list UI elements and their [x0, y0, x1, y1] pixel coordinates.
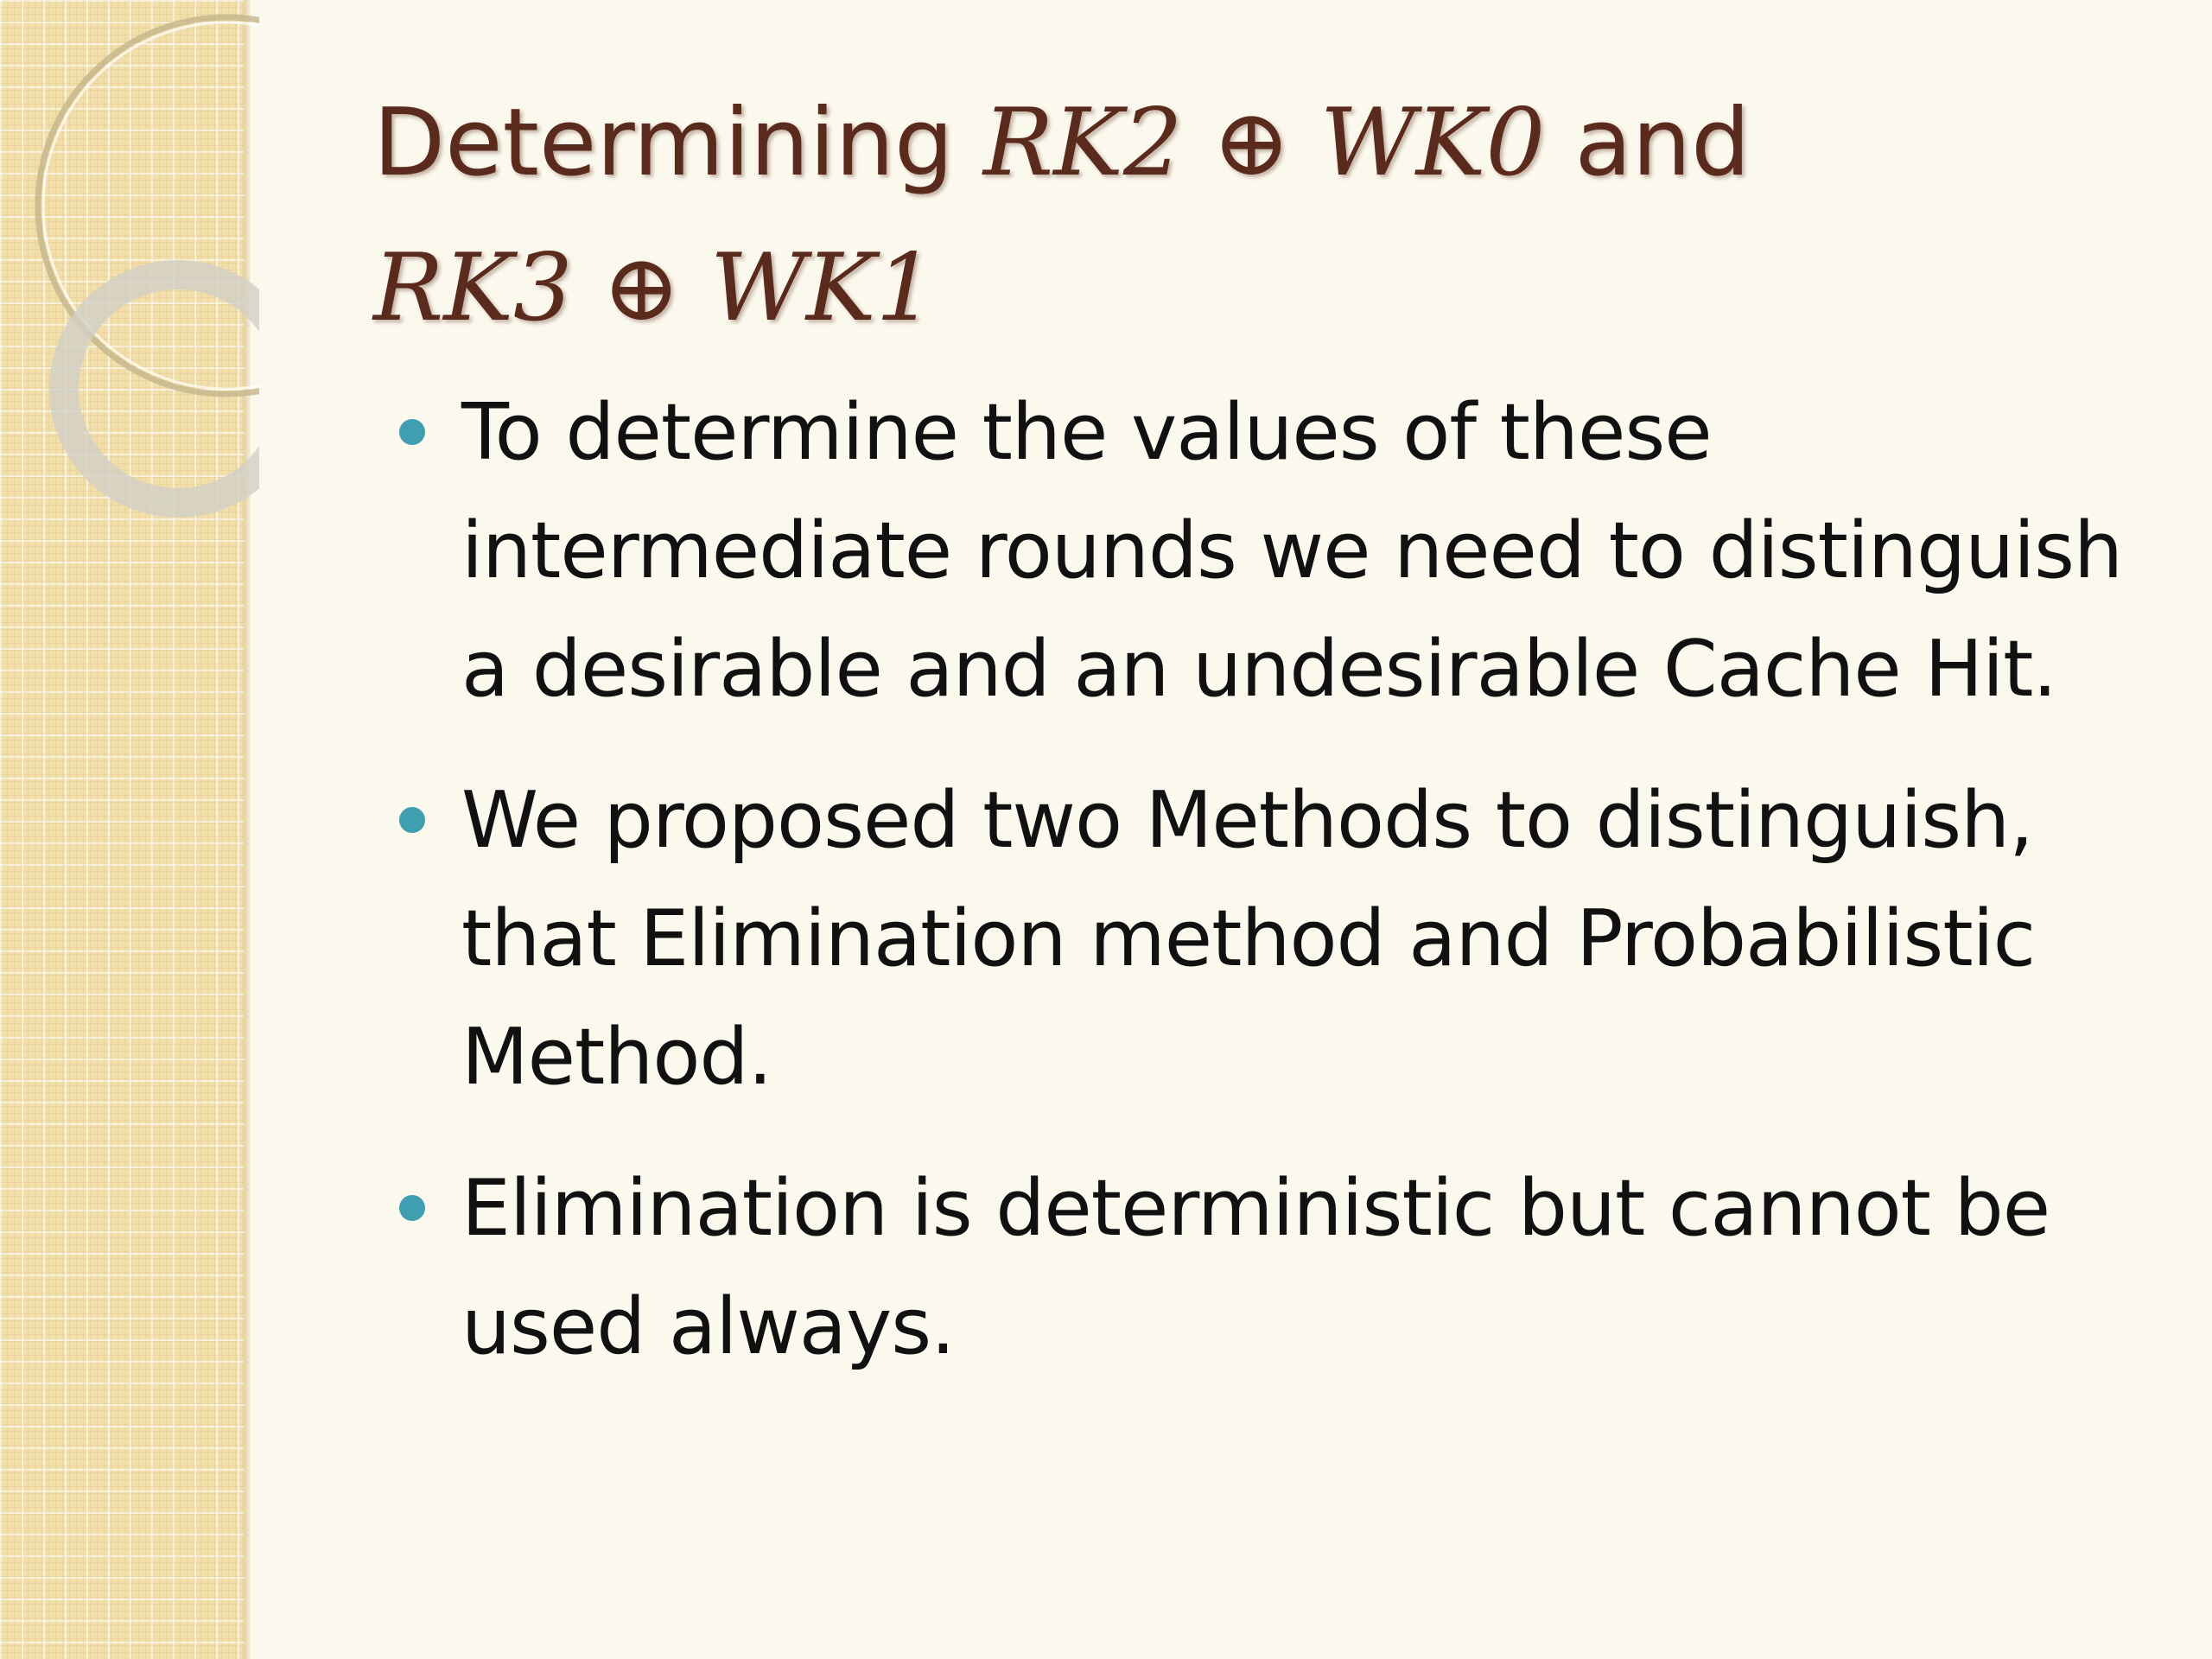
- bullet-text: Elimination is deterministic but cannot be used always.: [461, 1163, 2050, 1372]
- bullet-list: [391, 373, 2171, 1419]
- bullet-item: [391, 761, 2171, 1116]
- title-line-1: [373, 71, 2136, 216]
- bullet-item: [391, 373, 2171, 728]
- title-suffix: and: [1545, 89, 1751, 197]
- bullet-dot-icon: [399, 419, 425, 445]
- decorative-rings: [0, 0, 259, 553]
- slide-title: [373, 71, 2136, 361]
- bullet-text: We proposed two Methods to distinguish, that Elimination method and Probabilistic Method.: [461, 775, 2036, 1103]
- bullet-dot-icon: [399, 1195, 425, 1221]
- title-prefix: Determining: [373, 89, 983, 197]
- bullet-text: To determine the values of these intermediate rounds we need to distinguish a desirable and an undesirable Cache Hit.: [461, 387, 2123, 715]
- title-math-rk3-wk1: RK3 ⊕ WK1: [373, 234, 936, 342]
- bullet-item: [391, 1149, 2171, 1386]
- bullet-dot-icon: [399, 807, 425, 833]
- title-math-rk2-wk0: RK2 ⊕ WK0: [982, 89, 1546, 197]
